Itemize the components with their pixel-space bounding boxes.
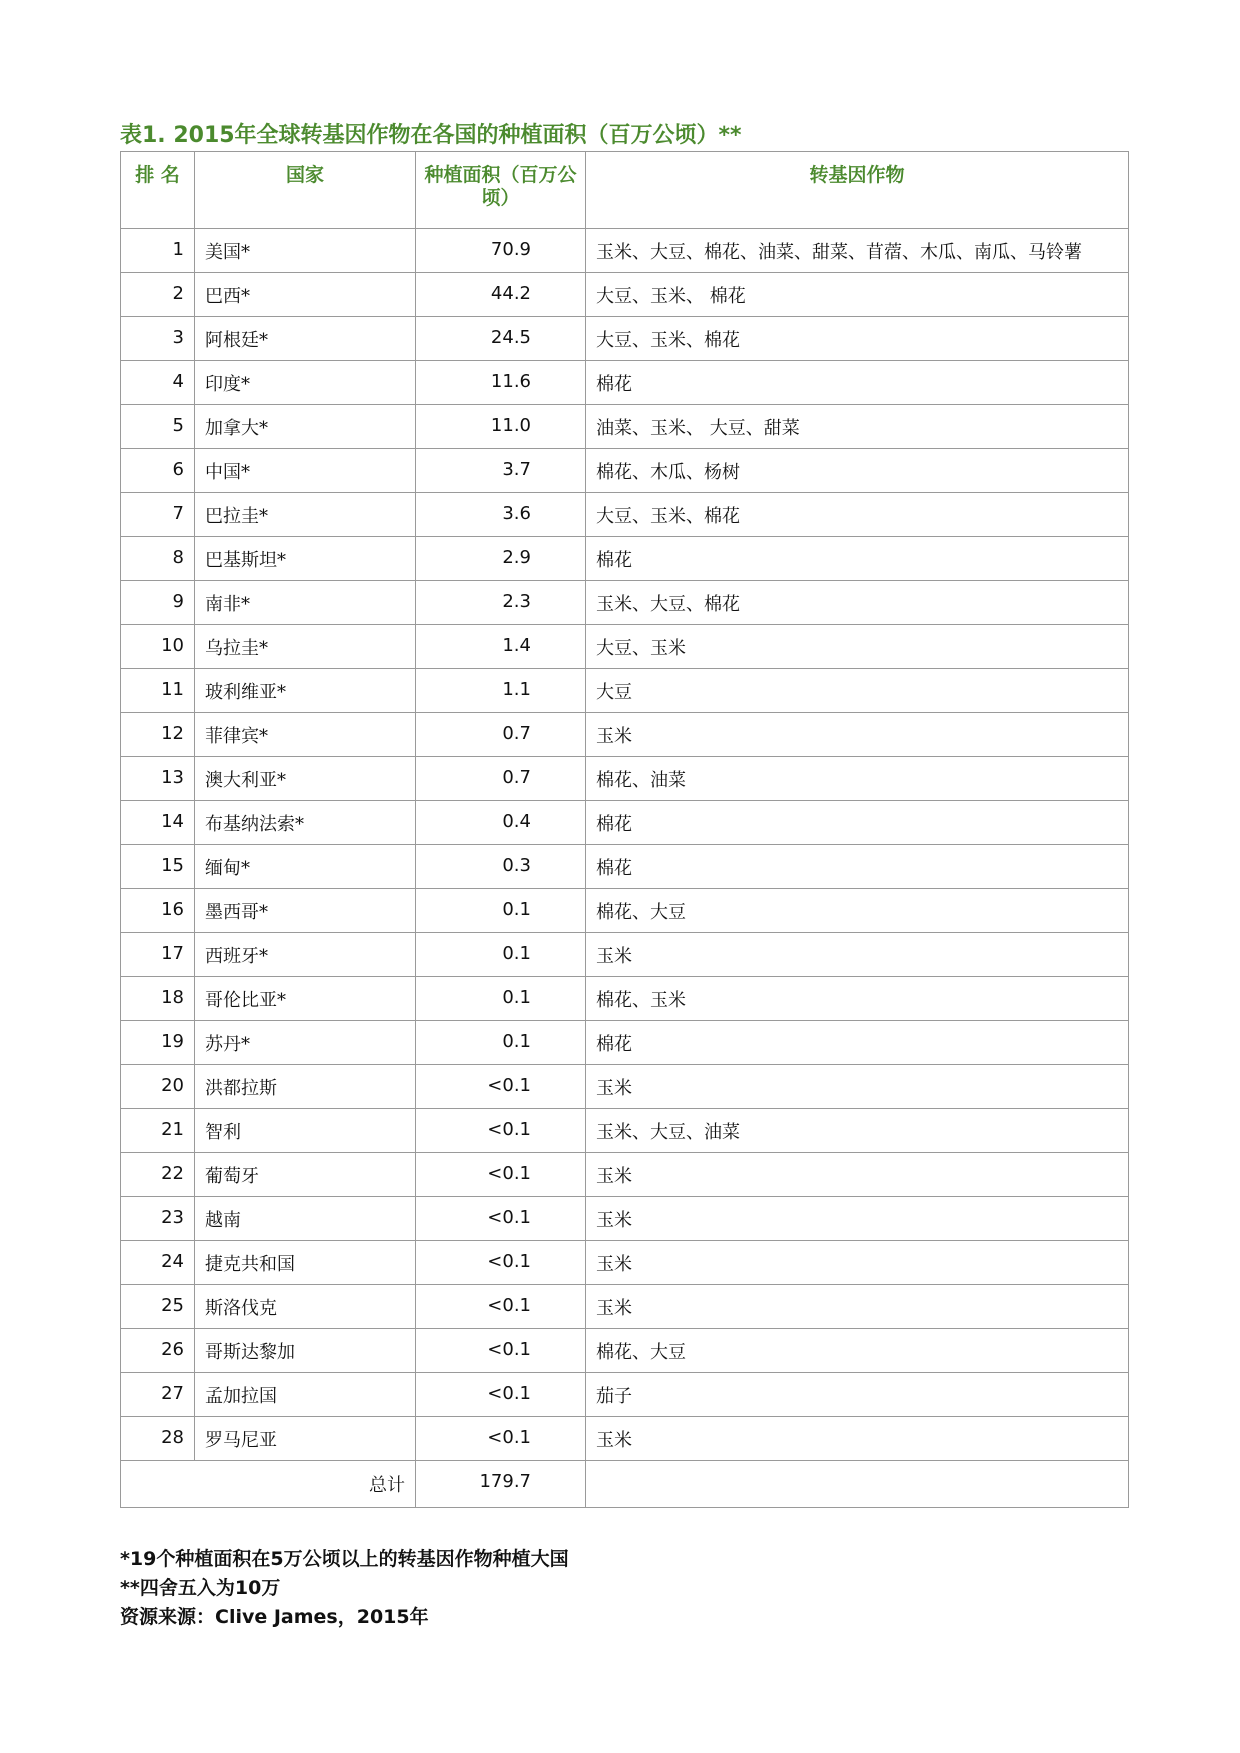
rank-cell: 6 (121, 449, 195, 493)
table-title: 表1. 2015年全球转基因作物在各国的种植面积（百万公顷）** (120, 123, 742, 148)
country-cell: 孟加拉国 (195, 1373, 416, 1417)
crops-cell: 棉花 (586, 801, 1129, 845)
area-cell: <0.1 (416, 1109, 586, 1153)
country-cell: 葡萄牙 (195, 1153, 416, 1197)
country-cell: 洪都拉斯 (195, 1065, 416, 1109)
country-cell: 墨西哥* (195, 889, 416, 933)
rank-cell: 1 (121, 229, 195, 273)
rank-cell: 5 (121, 405, 195, 449)
table-row (121, 361, 1129, 405)
crops-cell: 玉米、大豆、棉花 (586, 581, 1129, 625)
area-cell: <0.1 (416, 1285, 586, 1329)
area-cell: <0.1 (416, 1417, 586, 1461)
crops-cell: 玉米 (586, 713, 1129, 757)
country-cell: 罗马尼亚 (195, 1417, 416, 1461)
table-row (121, 1417, 1129, 1461)
rank-cell: 12 (121, 713, 195, 757)
table-row (121, 493, 1129, 537)
table-row (121, 625, 1129, 669)
area-cell: <0.1 (416, 1241, 586, 1285)
header-rank: 排 名 (121, 152, 195, 229)
table-row (121, 581, 1129, 625)
crops-cell: 玉米 (586, 1241, 1129, 1285)
table-row (121, 1153, 1129, 1197)
country-cell: 阿根廷* (195, 317, 416, 361)
rank-cell: 11 (121, 669, 195, 713)
country-cell: 南非* (195, 581, 416, 625)
crops-cell: 大豆、玉米、 棉花 (586, 273, 1129, 317)
crops-cell: 棉花、玉米 (586, 977, 1129, 1021)
rank-cell: 21 (121, 1109, 195, 1153)
table-row (121, 845, 1129, 889)
rank-cell: 20 (121, 1065, 195, 1109)
crops-cell: 棉花 (586, 361, 1129, 405)
country-cell: 苏丹* (195, 1021, 416, 1065)
table-row (121, 1241, 1129, 1285)
table-header-row (121, 152, 1129, 229)
table-body (121, 229, 1129, 1508)
country-cell: 印度* (195, 361, 416, 405)
table-row (121, 1373, 1129, 1417)
table-row (121, 229, 1129, 273)
table-row (121, 1329, 1129, 1373)
country-cell: 玻利维亚* (195, 669, 416, 713)
footnote-major-countries: *19个种植面积在5万公顷以上的转基因作物种植大国 (120, 1548, 569, 1570)
crops-cell: 玉米、大豆、棉花、油菜、甜菜、苜蓿、木瓜、南瓜、马铃薯 (586, 229, 1129, 273)
area-cell: 2.3 (416, 581, 586, 625)
country-cell: 斯洛伐克 (195, 1285, 416, 1329)
rank-cell: 18 (121, 977, 195, 1021)
rank-cell: 4 (121, 361, 195, 405)
crops-cell: 玉米、大豆、油菜 (586, 1109, 1129, 1153)
area-cell: <0.1 (416, 1197, 586, 1241)
table-row (121, 933, 1129, 977)
area-cell: 11.0 (416, 405, 586, 449)
rank-cell: 14 (121, 801, 195, 845)
rank-cell: 3 (121, 317, 195, 361)
table-row (121, 889, 1129, 933)
table-row (121, 1109, 1129, 1153)
country-cell: 捷克共和国 (195, 1241, 416, 1285)
rank-cell: 2 (121, 273, 195, 317)
area-cell: 24.5 (416, 317, 586, 361)
country-cell: 菲律宾* (195, 713, 416, 757)
country-cell: 加拿大* (195, 405, 416, 449)
area-cell: 0.1 (416, 933, 586, 977)
area-cell: 0.4 (416, 801, 586, 845)
country-cell: 哥斯达黎加 (195, 1329, 416, 1373)
country-cell: 乌拉圭* (195, 625, 416, 669)
crops-cell: 棉花、大豆 (586, 1329, 1129, 1373)
header-area: 种植面积（百万公顷） (416, 152, 586, 229)
total-label: 总计 (121, 1461, 416, 1508)
area-cell: 0.7 (416, 713, 586, 757)
table-row (121, 1065, 1129, 1109)
rank-cell: 17 (121, 933, 195, 977)
rank-cell: 24 (121, 1241, 195, 1285)
rank-cell: 13 (121, 757, 195, 801)
area-cell: 1.4 (416, 625, 586, 669)
gm-crop-area-table (120, 151, 1129, 1508)
crops-cell: 大豆、玉米、棉花 (586, 317, 1129, 361)
table-row (121, 713, 1129, 757)
table-row (121, 449, 1129, 493)
crops-cell: 大豆、玉米、棉花 (586, 493, 1129, 537)
table-row (121, 317, 1129, 361)
crops-cell: 玉米 (586, 1417, 1129, 1461)
footnotes (120, 1545, 569, 1632)
crops-cell: 玉米 (586, 1197, 1129, 1241)
table-row (121, 801, 1129, 845)
total-row (121, 1461, 1129, 1508)
crops-cell: 大豆、玉米 (586, 625, 1129, 669)
crops-cell: 棉花 (586, 537, 1129, 581)
rank-cell: 19 (121, 1021, 195, 1065)
table-row (121, 1021, 1129, 1065)
rank-cell: 26 (121, 1329, 195, 1373)
total-crops-empty (586, 1461, 1129, 1508)
crops-cell: 棉花 (586, 845, 1129, 889)
area-cell: 2.9 (416, 537, 586, 581)
area-cell: <0.1 (416, 1329, 586, 1373)
crops-cell: 玉米 (586, 1065, 1129, 1109)
table-row (121, 273, 1129, 317)
footnote-rounding: **四舍五入为10万 (120, 1577, 281, 1599)
country-cell: 智利 (195, 1109, 416, 1153)
footnote-source: 资源来源：Clive James，2015年 (120, 1606, 429, 1628)
table-row (121, 1197, 1129, 1241)
crops-cell: 棉花、油菜 (586, 757, 1129, 801)
area-cell: <0.1 (416, 1065, 586, 1109)
rank-cell: 8 (121, 537, 195, 581)
rank-cell: 25 (121, 1285, 195, 1329)
country-cell: 中国* (195, 449, 416, 493)
table-row (121, 757, 1129, 801)
rank-cell: 7 (121, 493, 195, 537)
country-cell: 巴基斯坦* (195, 537, 416, 581)
crops-cell: 油菜、玉米、 大豆、甜菜 (586, 405, 1129, 449)
area-cell: 0.1 (416, 1021, 586, 1065)
header-crops: 转基因作物 (586, 152, 1129, 229)
country-cell: 美国* (195, 229, 416, 273)
total-value: 179.7 (416, 1461, 586, 1508)
country-cell: 哥伦比亚* (195, 977, 416, 1021)
header-country: 国家 (195, 152, 416, 229)
rank-cell: 23 (121, 1197, 195, 1241)
crops-cell: 棉花、木瓜、杨树 (586, 449, 1129, 493)
crops-cell: 茄子 (586, 1373, 1129, 1417)
country-cell: 澳大利亚* (195, 757, 416, 801)
crops-cell: 棉花 (586, 1021, 1129, 1065)
table-row (121, 405, 1129, 449)
area-cell: 0.1 (416, 977, 586, 1021)
country-cell: 西班牙* (195, 933, 416, 977)
country-cell: 巴拉圭* (195, 493, 416, 537)
area-cell: 3.7 (416, 449, 586, 493)
country-cell: 巴西* (195, 273, 416, 317)
rank-cell: 22 (121, 1153, 195, 1197)
table-row (121, 669, 1129, 713)
table-row (121, 977, 1129, 1021)
area-cell: 70.9 (416, 229, 586, 273)
area-cell: <0.1 (416, 1373, 586, 1417)
area-cell: <0.1 (416, 1153, 586, 1197)
area-cell: 1.1 (416, 669, 586, 713)
country-cell: 布基纳法索* (195, 801, 416, 845)
rank-cell: 10 (121, 625, 195, 669)
table-row (121, 537, 1129, 581)
country-cell: 越南 (195, 1197, 416, 1241)
area-cell: 11.6 (416, 361, 586, 405)
area-cell: 0.1 (416, 889, 586, 933)
crops-cell: 玉米 (586, 1285, 1129, 1329)
rank-cell: 27 (121, 1373, 195, 1417)
rank-cell: 15 (121, 845, 195, 889)
crops-cell: 大豆 (586, 669, 1129, 713)
country-cell: 缅甸* (195, 845, 416, 889)
area-cell: 44.2 (416, 273, 586, 317)
crops-cell: 玉米 (586, 933, 1129, 977)
rank-cell: 28 (121, 1417, 195, 1461)
table-row (121, 1285, 1129, 1329)
crops-cell: 玉米 (586, 1153, 1129, 1197)
rank-cell: 9 (121, 581, 195, 625)
rank-cell: 16 (121, 889, 195, 933)
crops-cell: 棉花、大豆 (586, 889, 1129, 933)
area-cell: 0.7 (416, 757, 586, 801)
area-cell: 3.6 (416, 493, 586, 537)
area-cell: 0.3 (416, 845, 586, 889)
